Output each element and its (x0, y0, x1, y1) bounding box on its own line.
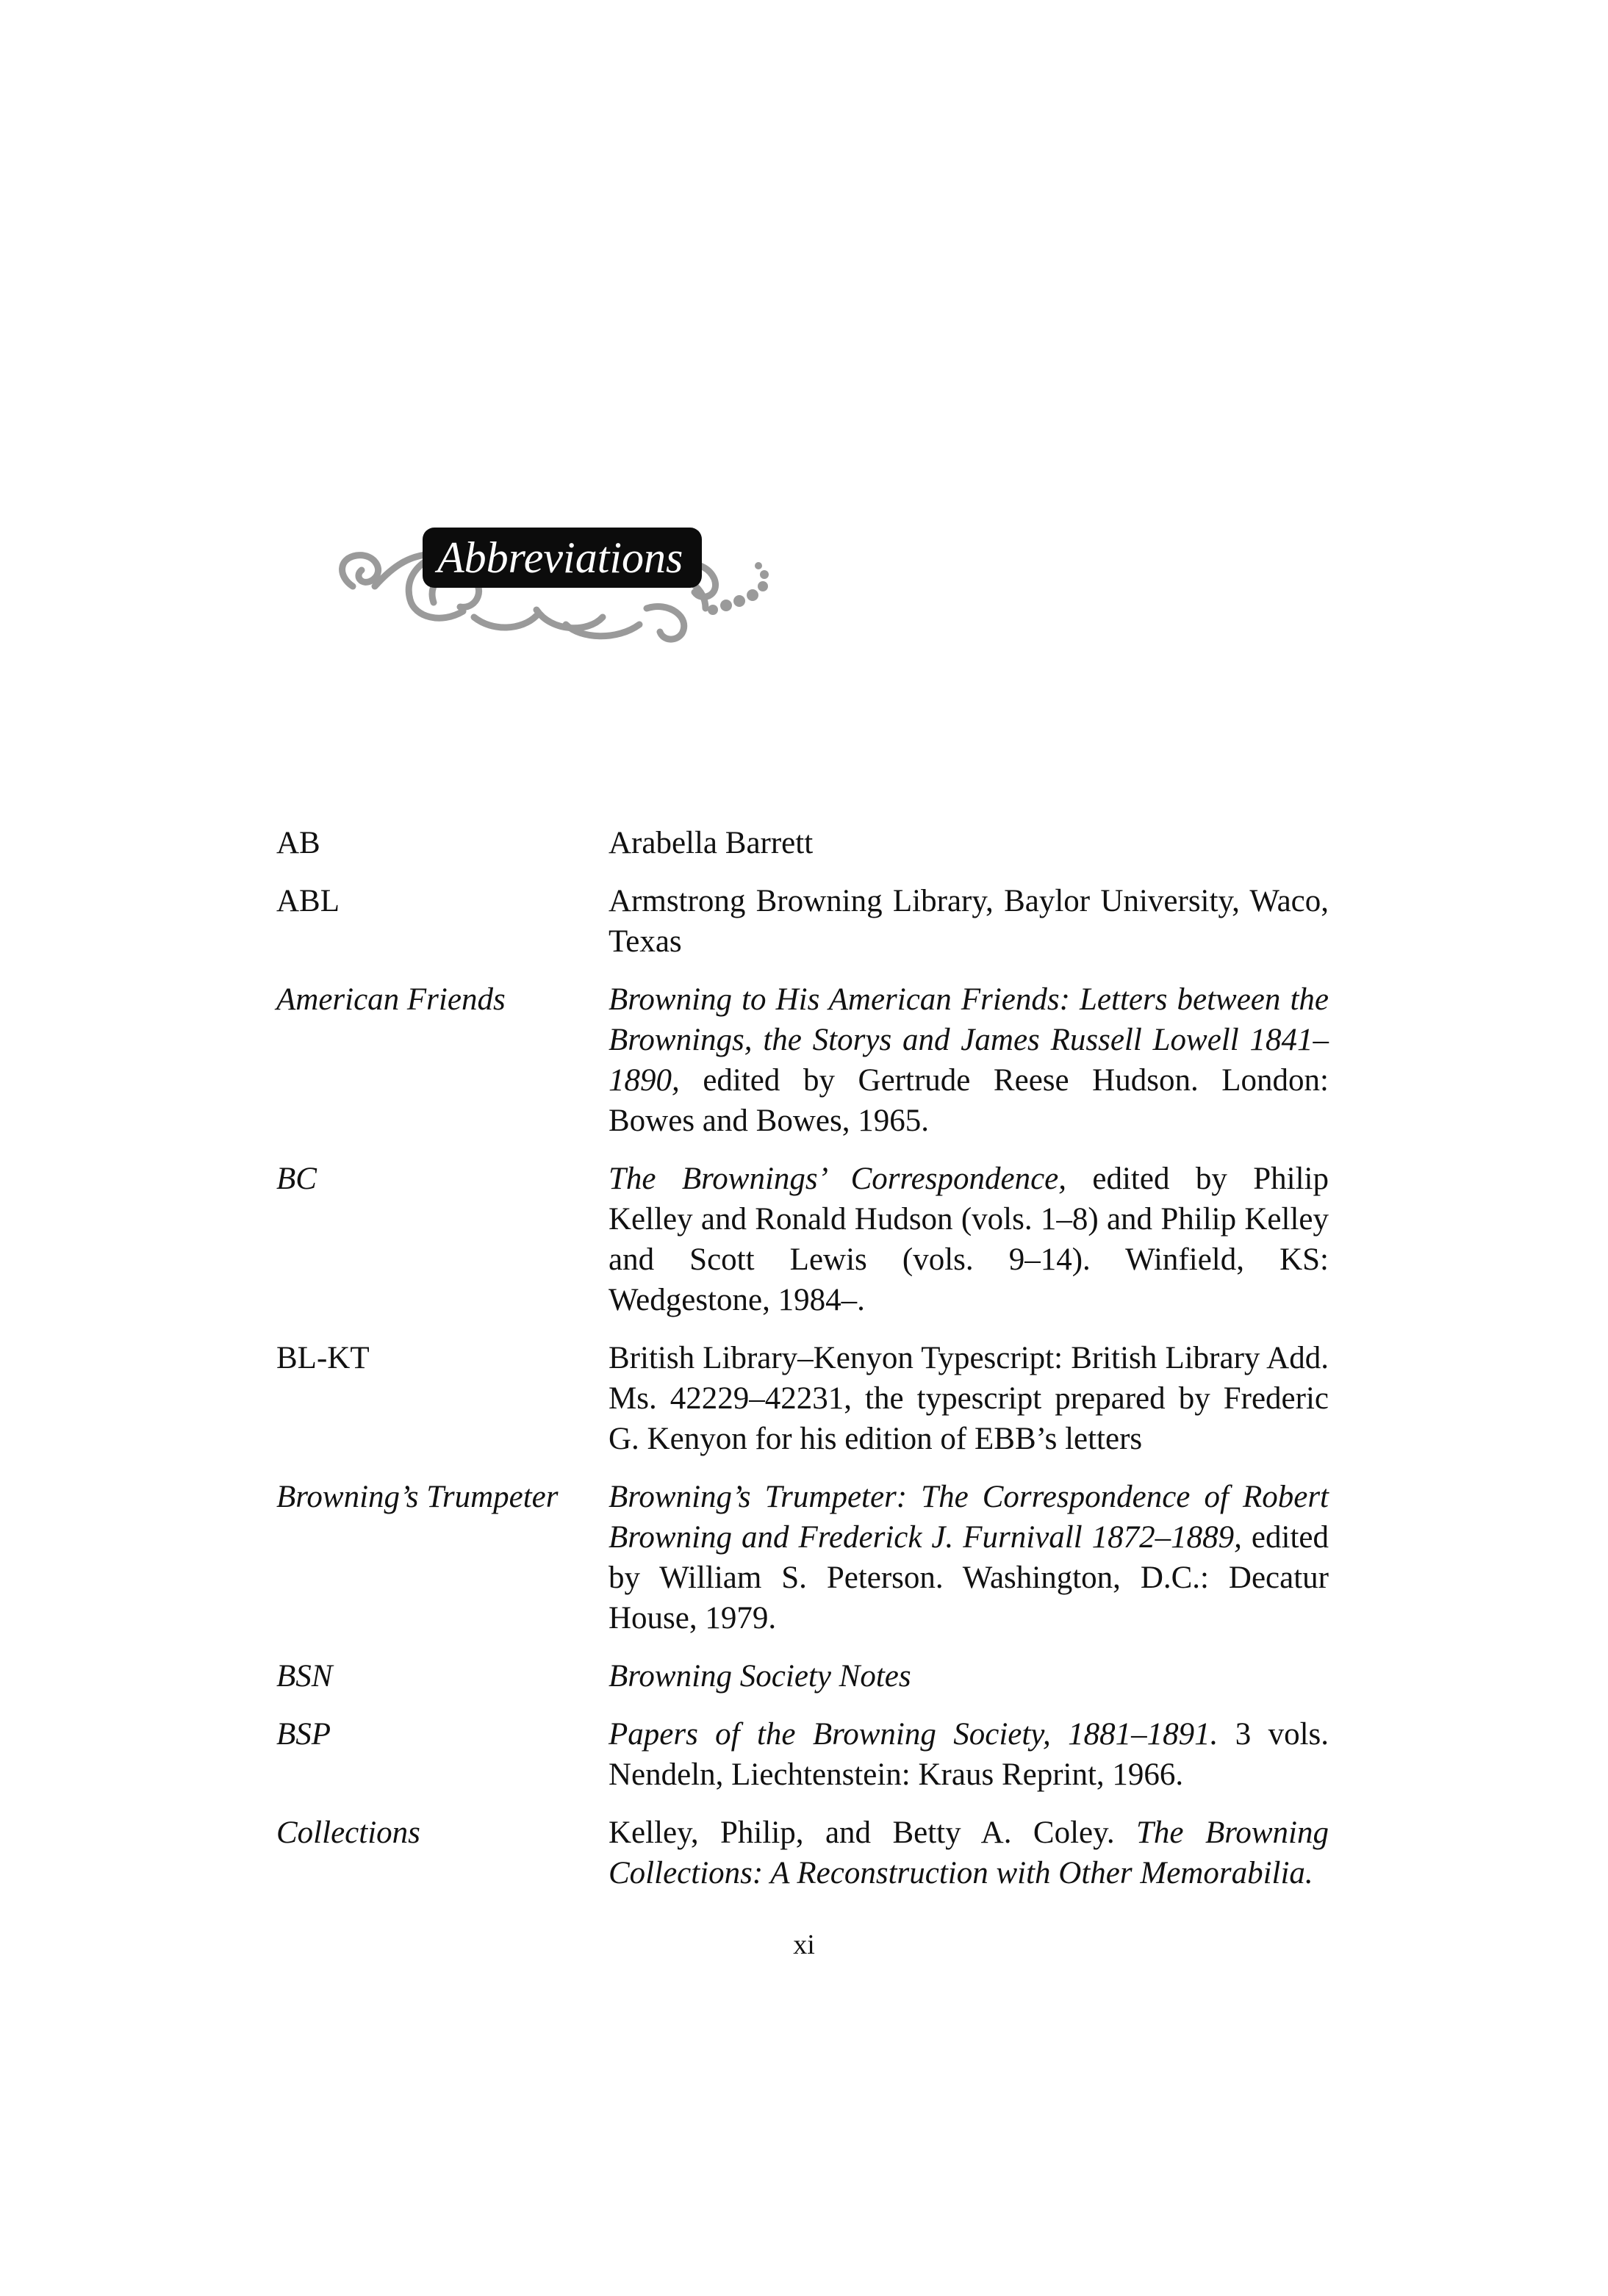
abbreviation-entry (276, 1477, 1329, 1638)
definition-segment: edited by Gertrude Reese Hudson. London: Bowes and Bowes, 1965. (609, 1063, 1329, 1138)
abbreviation-entry (276, 979, 1329, 1141)
abbreviation-term: Browning’s Trumpeter (276, 1480, 559, 1514)
abbreviation-term: BSN (276, 1659, 333, 1694)
definition-segment: 3 vols. Nendeln, Liechtenstein: Kraus Reprint, 1966. (609, 1717, 1329, 1792)
definition-segment: Browning’s Trumpeter: The Correspondence of Robert Browning and Frederick J. Furnivall 1872–1889, (609, 1480, 1329, 1555)
definition-segment: Papers of the Browning Society, 1881–1891. (609, 1717, 1218, 1752)
definition-segment: edited by Philip Kelley and Ronald Hudson (vols. 1–8) and Philip Kelley and Scott Lewis (vols. 9–14). Winfield, KS: Wedgestone, 1984–. (609, 1162, 1329, 1317)
abbreviation-definition (609, 881, 1329, 962)
definition-segment: Arabella Barrett (609, 826, 814, 860)
definition-segment: Browning to His American Friends: Letters between the Brownings, the Storys and James Russell Lowell 1841–1890, (609, 982, 1329, 1098)
abbreviation-term: Collections (276, 1815, 420, 1850)
definition-segment: edited by William S. Peterson. Washington, D.C.: Decatur House, 1979. (609, 1520, 1329, 1635)
abbreviation-term: BL-KT (276, 1341, 370, 1375)
abbreviation-definition (609, 823, 1329, 863)
definition-segment: Kelley, Philip, and Betty A. Coley. (609, 1815, 1137, 1850)
abbreviation-term: BSP (276, 1717, 331, 1752)
page-title: Abbreviations (423, 528, 702, 588)
abbreviation-term: AB (276, 826, 320, 860)
abbreviation-definition (609, 1656, 1329, 1696)
definition-segment: Armstrong Browning Library, Baylor University, Waco, Texas (609, 884, 1329, 959)
abbreviation-definition (609, 1159, 1329, 1320)
abbreviation-entry (276, 1714, 1329, 1795)
page-number: xi (793, 1929, 815, 1960)
definition-segment: The Brownings’ Correspondence, (609, 1162, 1066, 1196)
abbreviation-term: BC (276, 1162, 317, 1196)
abbreviation-definition (609, 1813, 1329, 1893)
definition-segment: Browning Society Notes (609, 1659, 911, 1694)
abbreviation-entry (276, 1338, 1329, 1459)
abbreviation-definition (609, 979, 1329, 1141)
abbreviation-entry (276, 1159, 1329, 1320)
abbreviation-term: ABL (276, 884, 340, 918)
abbreviation-definition (609, 1477, 1329, 1638)
definition-segment: The Browning Collections: A Reconstruction with Other Memorabilia. (609, 1815, 1329, 1890)
abbreviation-list (276, 823, 1329, 1911)
abbreviation-term: American Friends (276, 982, 506, 1017)
abbreviation-entry (276, 1656, 1329, 1696)
abbreviation-definition (609, 1338, 1329, 1459)
abbreviation-entry (276, 823, 1329, 863)
abbreviation-entry (276, 1813, 1329, 1893)
abbreviation-entry (276, 881, 1329, 962)
definition-segment: British Library–Kenyon Typescript: British Library Add. Ms. 42229–42231, the typescript prepared by Frederic G. Kenyon for his edition of EBB’s letters (609, 1341, 1329, 1456)
abbreviation-definition (609, 1714, 1329, 1795)
